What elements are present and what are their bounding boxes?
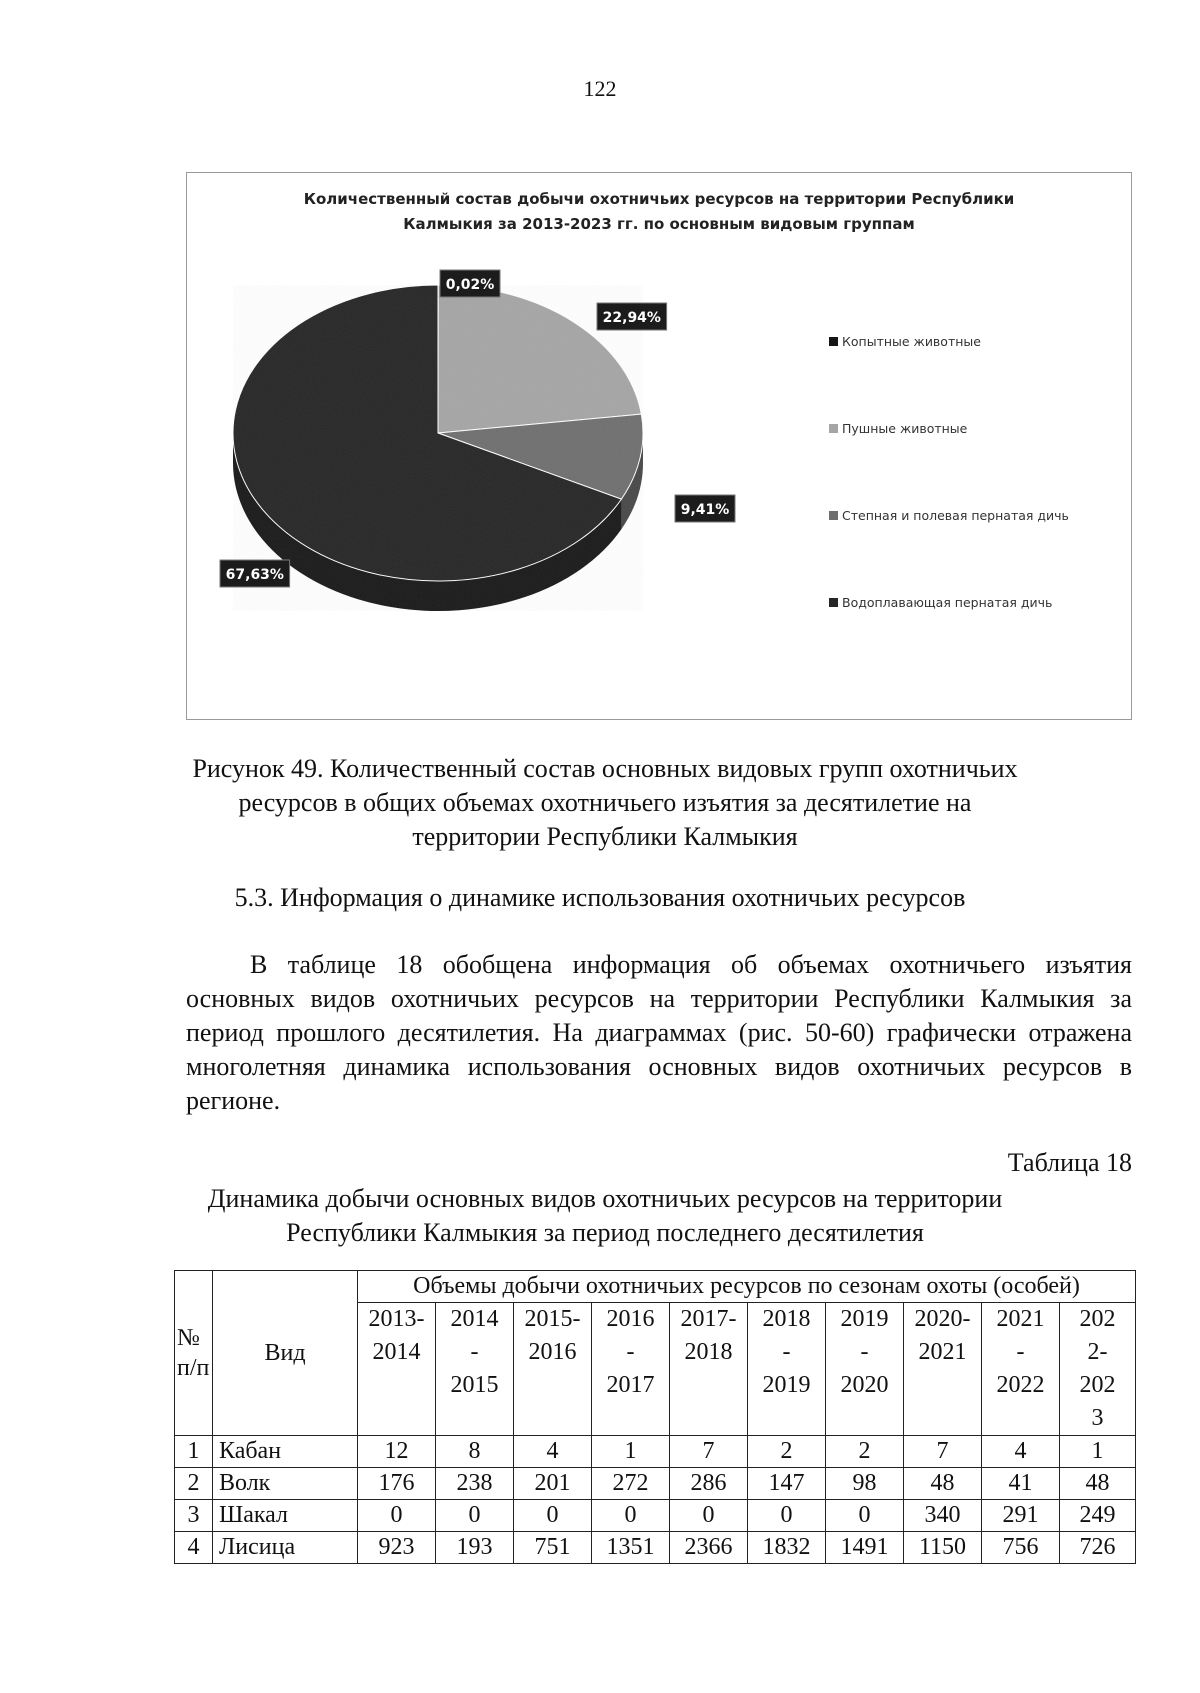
value-cell: 751 bbox=[514, 1532, 592, 1564]
table-title bbox=[150, 1182, 1060, 1250]
value-cell: 12 bbox=[358, 1436, 436, 1468]
season-header bbox=[748, 1303, 826, 1436]
value-cell: 923 bbox=[358, 1532, 436, 1564]
species-cell: Волк bbox=[213, 1468, 358, 1500]
legend-label: Копытные животные bbox=[842, 333, 981, 349]
season-header bbox=[514, 1303, 592, 1436]
value-cell: 2366 bbox=[670, 1532, 748, 1564]
row-number: 4 bbox=[175, 1532, 213, 1564]
body-paragraph: В таблице 18 обобщена информация об объемах охотничьего изъятия основных видов охотничьих ресурсов на территории Республики Калмыкия за период прошлого десятилетия. На диаграммах (рис. 50-60) графически отражена многолетняя динамика использования основных видов охотничьих ресурсов в регионе. bbox=[186, 950, 1132, 1115]
caption-line: территории Республики Калмыкия bbox=[412, 822, 798, 851]
season-line: 2016 bbox=[606, 1306, 655, 1332]
chart-title-line: Количественный состав добычи охотничьих ресурсов на территории Республики bbox=[303, 190, 1015, 208]
value-cell: 7 bbox=[904, 1436, 982, 1468]
season-line: 2018 bbox=[684, 1339, 733, 1365]
season-line: 2021 bbox=[918, 1339, 967, 1365]
season-line: 2022 bbox=[996, 1372, 1045, 1398]
value-cell: 726 bbox=[1060, 1532, 1136, 1564]
value-cell: 147 bbox=[748, 1468, 826, 1500]
pie-data-label bbox=[440, 270, 500, 297]
table-row bbox=[175, 1500, 1136, 1532]
column-header-number bbox=[175, 1271, 213, 1436]
legend-swatch bbox=[829, 337, 838, 346]
figure-caption bbox=[150, 752, 1060, 854]
season-line: 2015 bbox=[450, 1372, 499, 1398]
value-cell: 238 bbox=[436, 1468, 514, 1500]
season-header bbox=[826, 1303, 904, 1436]
species-cell: Кабан bbox=[213, 1436, 358, 1468]
value-cell: 0 bbox=[592, 1500, 670, 1532]
column-header-species: Вид bbox=[213, 1271, 358, 1436]
table-number: Таблица 18 bbox=[1007, 1148, 1132, 1177]
season-line: 2014 bbox=[450, 1306, 499, 1332]
table-title-line: Динамика добычи основных видов охотничьих ресурсов на территории bbox=[207, 1184, 1003, 1213]
season-line: 2015- bbox=[524, 1306, 581, 1332]
pie-data-label-text: 67,63% bbox=[225, 567, 284, 583]
table-row bbox=[175, 1532, 1136, 1564]
header-line: п/п bbox=[177, 1355, 210, 1381]
value-cell: 0 bbox=[748, 1500, 826, 1532]
row-number: 2 bbox=[175, 1468, 213, 1500]
season-line: 2019 bbox=[840, 1306, 889, 1332]
season-line: 2017- bbox=[680, 1306, 737, 1332]
season-line: - bbox=[1016, 1339, 1025, 1365]
value-cell: 1150 bbox=[904, 1532, 982, 1564]
season-line: 2020 bbox=[840, 1372, 889, 1398]
caption-line: ресурсов в общих объемах охотничьего изъятия за десятилетие на bbox=[238, 788, 972, 817]
chart-legend bbox=[829, 331, 1119, 679]
species-cell: Лисица bbox=[213, 1532, 358, 1564]
season-line: 2019 bbox=[762, 1372, 811, 1398]
value-cell: 1832 bbox=[748, 1532, 826, 1564]
chart-title bbox=[187, 187, 1131, 237]
value-cell: 41 bbox=[982, 1468, 1060, 1500]
value-cell: 756 bbox=[982, 1532, 1060, 1564]
chart-title-line: Калмыкия за 2013-2023 гг. по основным видовым группам bbox=[403, 215, 915, 233]
season-line: 2018 bbox=[762, 1306, 811, 1332]
season-line: 2014 bbox=[372, 1339, 421, 1365]
value-cell: 98 bbox=[826, 1468, 904, 1500]
header-line: № bbox=[177, 1325, 200, 1351]
pie-data-label-text: 9,41% bbox=[680, 502, 730, 518]
legend-label: Пушные животные bbox=[842, 420, 968, 436]
value-cell: 0 bbox=[826, 1500, 904, 1532]
legend-swatch bbox=[829, 424, 838, 433]
legend-label: Степная и полевая пернатая дичь bbox=[842, 507, 1069, 523]
legend-swatch bbox=[829, 598, 838, 607]
value-cell: 340 bbox=[904, 1500, 982, 1532]
pie-chart-figure bbox=[186, 172, 1132, 720]
season-line: 2017 bbox=[606, 1372, 655, 1398]
legend-item bbox=[829, 331, 1119, 351]
row-number: 1 bbox=[175, 1436, 213, 1468]
season-line: - bbox=[626, 1339, 635, 1365]
season-line: 2013- bbox=[368, 1306, 425, 1332]
season-header bbox=[358, 1303, 436, 1436]
section-heading: 5.3. Информация о динамике использования охотничьих ресурсов bbox=[234, 883, 966, 912]
value-cell: 286 bbox=[670, 1468, 748, 1500]
value-cell: 272 bbox=[592, 1468, 670, 1500]
pie-data-label-text: 22,94% bbox=[602, 310, 661, 326]
season-header bbox=[904, 1303, 982, 1436]
season-line: - bbox=[860, 1339, 869, 1365]
season-line: 202 bbox=[1079, 1306, 1116, 1332]
value-cell: 1 bbox=[1060, 1436, 1136, 1468]
season-line: - bbox=[782, 1339, 791, 1365]
season-line: 2021 bbox=[996, 1306, 1045, 1332]
table-row bbox=[175, 1468, 1136, 1500]
value-cell: 176 bbox=[358, 1468, 436, 1500]
table-title-line: Республики Калмыкия за период последнего десятилетия bbox=[286, 1218, 924, 1247]
pie-texture bbox=[233, 285, 643, 611]
legend-swatch bbox=[829, 511, 838, 520]
value-cell: 7 bbox=[670, 1436, 748, 1468]
legend-label: Водоплавающая пернатая дичь bbox=[842, 594, 1053, 610]
value-cell: 2 bbox=[748, 1436, 826, 1468]
row-number: 3 bbox=[175, 1500, 213, 1532]
season-line: 2016 bbox=[528, 1339, 577, 1365]
legend-item bbox=[829, 418, 1119, 438]
value-cell: 2 bbox=[826, 1436, 904, 1468]
season-line: 2- bbox=[1087, 1339, 1108, 1365]
season-header bbox=[670, 1303, 748, 1436]
value-cell: 1 bbox=[592, 1436, 670, 1468]
value-cell: 1491 bbox=[826, 1532, 904, 1564]
value-cell: 193 bbox=[436, 1532, 514, 1564]
table-row bbox=[175, 1436, 1136, 1468]
value-cell: 48 bbox=[1060, 1468, 1136, 1500]
value-cell: 4 bbox=[982, 1436, 1060, 1468]
legend-item bbox=[829, 505, 1119, 525]
value-cell: 48 bbox=[904, 1468, 982, 1500]
season-header bbox=[982, 1303, 1060, 1436]
value-cell: 1351 bbox=[592, 1532, 670, 1564]
caption-line: Рисунок 49. Количественный состав основных видовых групп охотничьих bbox=[192, 754, 1018, 783]
page-number: 122 bbox=[583, 76, 617, 101]
value-cell: 0 bbox=[436, 1500, 514, 1532]
value-cell: 201 bbox=[514, 1468, 592, 1500]
season-line: - bbox=[470, 1339, 479, 1365]
value-cell: 4 bbox=[514, 1436, 592, 1468]
pie-data-label bbox=[220, 560, 290, 587]
season-line: 202 bbox=[1079, 1372, 1116, 1398]
value-cell: 0 bbox=[358, 1500, 436, 1532]
season-line: 3 bbox=[1091, 1405, 1104, 1431]
pie-data-label-text: 0,02% bbox=[445, 277, 495, 293]
pie-data-label bbox=[675, 495, 735, 522]
value-cell: 249 bbox=[1060, 1500, 1136, 1532]
value-cell: 0 bbox=[670, 1500, 748, 1532]
value-cell: 8 bbox=[436, 1436, 514, 1468]
season-header bbox=[1060, 1303, 1136, 1436]
column-group-header: Объемы добычи охотничьих ресурсов по сезонам охоты (особей) bbox=[358, 1271, 1136, 1303]
season-header bbox=[436, 1303, 514, 1436]
harvest-table bbox=[174, 1270, 1136, 1564]
value-cell: 291 bbox=[982, 1500, 1060, 1532]
season-line: 2020- bbox=[914, 1306, 971, 1332]
species-cell: Шакал bbox=[213, 1500, 358, 1532]
legend-item bbox=[829, 592, 1119, 612]
season-header bbox=[592, 1303, 670, 1436]
pie-data-label bbox=[597, 303, 667, 330]
value-cell: 0 bbox=[514, 1500, 592, 1532]
